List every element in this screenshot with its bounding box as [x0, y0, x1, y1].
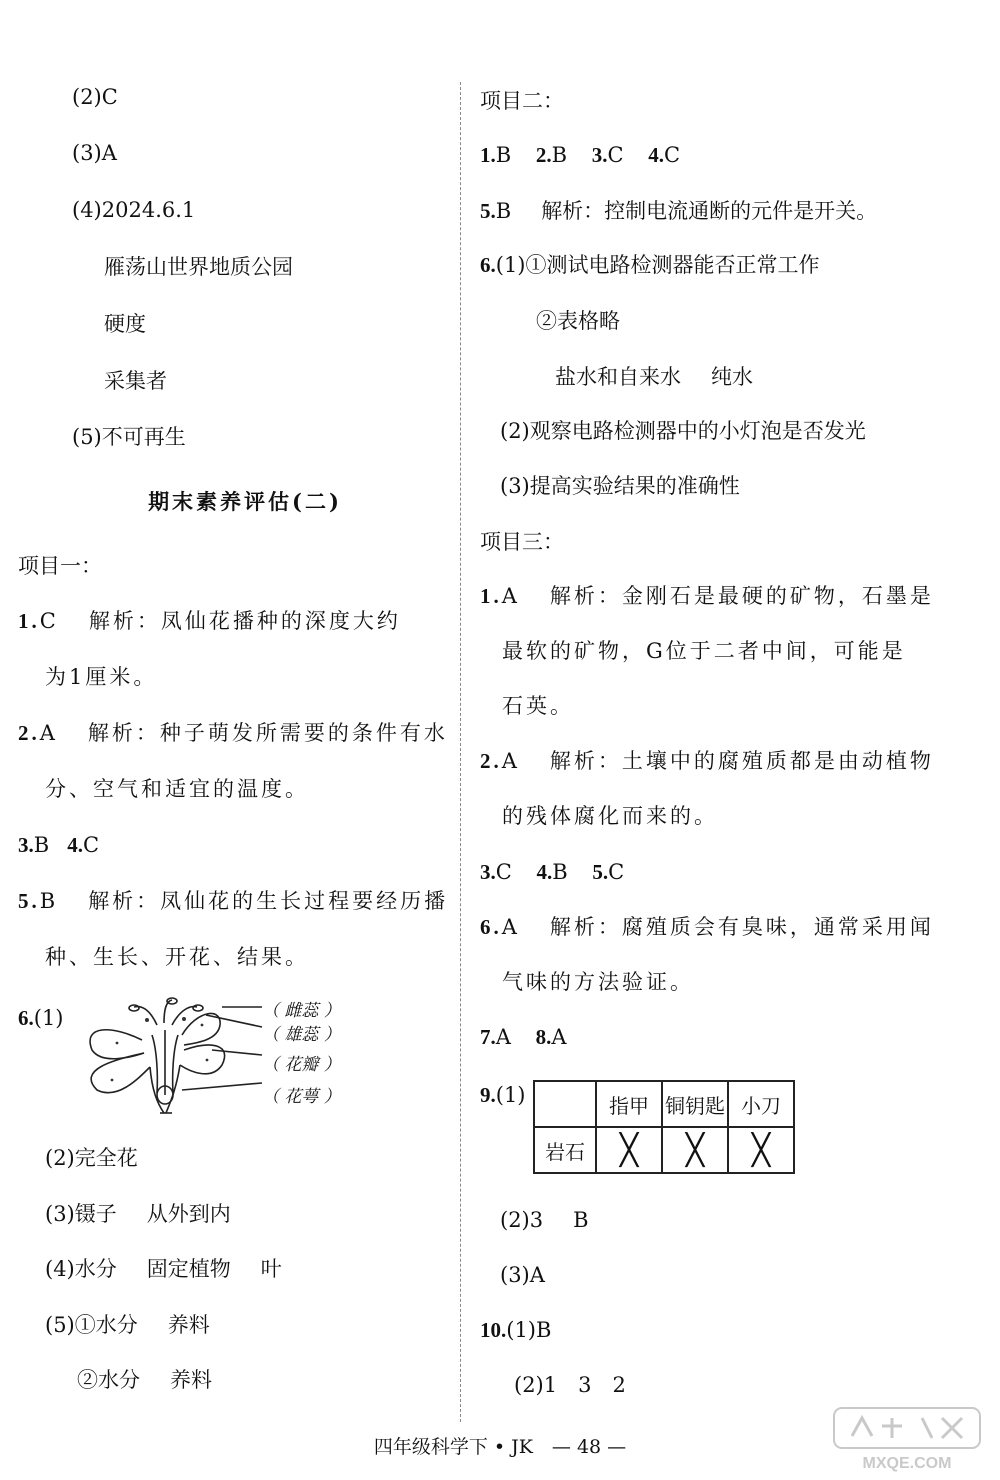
- answers-3-5: [480, 857, 624, 887]
- cross-mark: ╳: [662, 1127, 728, 1173]
- question-3-4: [18, 830, 99, 860]
- sub-answer: (1)①测试电路检测器能否正常工作: [495, 253, 820, 277]
- sub-question: (1): [495, 1083, 526, 1107]
- explanation-cont: 为1厘米。: [45, 665, 158, 689]
- answer-line: (3)A: [72, 141, 117, 165]
- table-header-cell: 小刀: [728, 1081, 794, 1127]
- answer-line: 雁荡山世界地质公园: [104, 255, 293, 279]
- answer-choice: A: [501, 915, 520, 939]
- table-header-cell: [534, 1081, 596, 1127]
- question-2: [480, 746, 934, 776]
- question-6: [480, 912, 934, 942]
- answer-line: 采集者: [104, 369, 167, 393]
- answer-choice: C: [607, 143, 624, 167]
- table-row-label: 岩石: [534, 1127, 596, 1173]
- question-number: 2.: [480, 749, 502, 773]
- answer-choice: A: [495, 1025, 511, 1049]
- table-row: [534, 1127, 794, 1173]
- explanation-cont: 最软的矿物，G位于二者中间，可能是: [502, 639, 906, 663]
- answer-choice: C: [664, 143, 681, 167]
- question-number: 4.: [648, 143, 665, 167]
- answer-part: 从外到内: [146, 1202, 231, 1226]
- table-header-row: [534, 1081, 794, 1127]
- explanation-cont: 的残体腐化而来的。: [502, 804, 718, 828]
- answer-choice: A: [551, 1025, 567, 1049]
- hardness-table: [533, 1080, 795, 1174]
- sub-answer: (3)A: [500, 1263, 545, 1287]
- answers-1-4: [480, 140, 680, 170]
- question-number: 5.: [480, 199, 496, 223]
- answer-choice: B: [551, 143, 568, 167]
- page-footer: 四年级科学下 • JK — 48 —: [373, 1436, 627, 1458]
- answer-choice: A: [501, 749, 520, 773]
- question-10: [480, 1315, 551, 1345]
- answer-line: 硬度: [104, 312, 146, 336]
- question-number: 9.: [480, 1083, 496, 1107]
- answer-choice: B: [495, 143, 512, 167]
- answer-line: (2)C: [72, 85, 118, 109]
- question-number: 1.: [480, 143, 496, 167]
- project-heading: 项目三：: [480, 530, 564, 554]
- pistil-label: （ 雌蕊 ）: [262, 1001, 341, 1021]
- answer-part: ②水分: [77, 1368, 140, 1392]
- answer-choice: C: [495, 860, 512, 884]
- question-number: 1.: [18, 609, 40, 633]
- question-6: [18, 1003, 64, 1033]
- question-number: 3.: [591, 143, 608, 167]
- question-2: [18, 718, 448, 748]
- question-number: 3.: [18, 833, 34, 857]
- answer-choice: A: [39, 721, 58, 745]
- watermark-logo: [832, 1406, 982, 1472]
- question-number: 6.: [480, 915, 502, 939]
- sepal-label: （ 花萼 ）: [262, 1087, 341, 1107]
- question-number: 8.: [535, 1025, 552, 1049]
- explanation: 解析：凤仙花的生长过程要经历播: [88, 889, 449, 913]
- answer-choice: C: [39, 609, 59, 633]
- question-number: 7.: [480, 1025, 496, 1049]
- explanation: 解析：控制电流通断的元件是开关。: [541, 199, 878, 223]
- sub-answer: (2)观察电路检测器中的小灯泡是否发光: [500, 419, 866, 443]
- question-1: [18, 606, 401, 636]
- explanation-cont: 石英。: [502, 694, 574, 718]
- answer-part: (4)水分: [45, 1257, 117, 1281]
- question-number: 3.: [480, 860, 496, 884]
- answer-choice: C: [82, 833, 100, 857]
- answer-choice: B: [39, 889, 59, 913]
- question-6: [480, 250, 820, 280]
- question-1: [480, 581, 934, 611]
- stamen-label: （ 雄蕊 ）: [262, 1025, 341, 1045]
- answer-part: B: [573, 1208, 589, 1232]
- section-title: 期末素养评估(二): [148, 489, 342, 514]
- answer-line: [45, 1310, 210, 1340]
- answer-part: (5)①水分: [45, 1313, 138, 1337]
- sub-answer: (2)1 3 2: [514, 1373, 626, 1397]
- answer-part: (2)3: [500, 1208, 544, 1232]
- answer-line: [45, 1199, 231, 1229]
- answer-choice: A: [501, 584, 520, 608]
- explanation: 解析：金刚石是最硬的矿物，石墨是: [549, 584, 934, 608]
- answer-part: (3)镊子: [45, 1202, 117, 1226]
- cross-mark: ╳: [596, 1127, 662, 1173]
- question-number: 4.: [67, 833, 83, 857]
- flower-diagram: [72, 995, 282, 1115]
- explanation-cont: 气味的方法验证。: [502, 970, 694, 994]
- answer-choice: B: [495, 199, 512, 223]
- answer-part: 养料: [170, 1368, 212, 1392]
- cross-mark: ╳: [728, 1127, 794, 1173]
- question-number: 5.: [592, 860, 609, 884]
- explanation: 解析：凤仙花播种的深度大约: [88, 609, 401, 633]
- question-number: 4.: [536, 860, 553, 884]
- question-number: 5.: [18, 889, 40, 913]
- petal-label: （ 花瓣 ）: [262, 1055, 341, 1075]
- table-header-cell: 铜钥匙: [662, 1081, 728, 1127]
- explanation: 解析：土壤中的腐殖质都是由动植物: [549, 749, 934, 773]
- question-number: 1.: [480, 584, 502, 608]
- answer-line: [77, 1365, 212, 1395]
- question-number: 2.: [535, 143, 552, 167]
- answer-part: 固定植物: [146, 1257, 231, 1281]
- explanation-cont: 分、空气和适宜的温度。: [45, 777, 309, 801]
- answer-part: 盐水和自来水: [555, 365, 681, 389]
- explanation: 解析：腐殖质会有臭味，通常采用闻: [549, 915, 934, 939]
- sub-answer: [500, 1205, 589, 1235]
- answer-line: (5)不可再生: [72, 425, 186, 449]
- sub-answer: ②表格略: [536, 309, 620, 333]
- explanation-cont: 种、生长、开花、结果。: [45, 945, 309, 969]
- question-number: 6.: [480, 253, 496, 277]
- answer-line: (4)2024.6.1: [72, 198, 196, 222]
- question-9: [480, 1080, 526, 1110]
- question-5: [480, 196, 877, 226]
- project-heading: 项目一：: [18, 554, 102, 578]
- answer-choice: C: [608, 860, 625, 884]
- sub-question: (1): [33, 1006, 64, 1030]
- answer-line: [45, 1254, 282, 1284]
- answers-7-8: [480, 1022, 567, 1052]
- question-5: [18, 886, 448, 916]
- answer-line: (2)完全花: [45, 1146, 138, 1170]
- question-number: 6.: [18, 1006, 34, 1030]
- answer-part: 养料: [167, 1313, 210, 1337]
- column-divider: [460, 82, 461, 1422]
- answer-part: 叶: [260, 1257, 282, 1281]
- project-heading: 项目二：: [480, 89, 564, 113]
- answer-choice: B: [33, 833, 50, 857]
- sub-answer: (1)B: [506, 1318, 552, 1342]
- table-header-cell: 指甲: [596, 1081, 662, 1127]
- answer-choice: B: [552, 860, 568, 884]
- sub-answer: (3)提高实验结果的准确性: [500, 474, 740, 498]
- svg-text:MXQE.COM: MXQE.COM: [862, 1455, 952, 1472]
- sub-answer: [555, 362, 753, 392]
- question-number: 10.: [480, 1318, 507, 1342]
- answer-part: 纯水: [711, 365, 753, 389]
- question-number: 2.: [18, 721, 40, 745]
- explanation: 解析：种子萌发所需要的条件有水: [87, 721, 448, 745]
